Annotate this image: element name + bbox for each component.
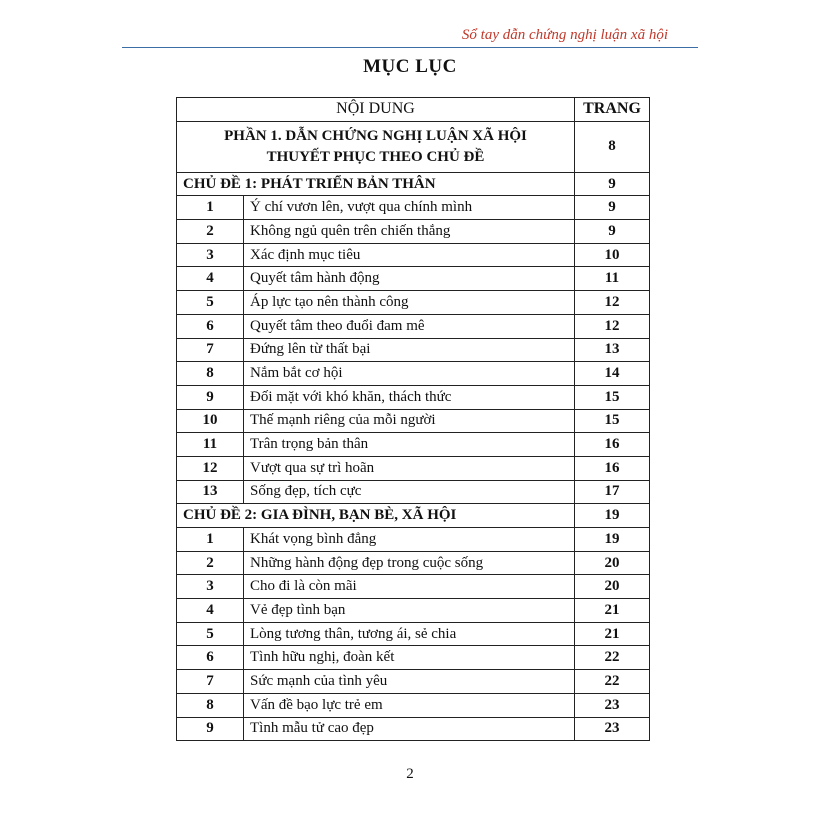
topic-page: 19: [575, 504, 650, 528]
entry-title: Không ngủ quên trên chiến thắng: [244, 220, 575, 244]
entry-number: 2: [177, 220, 244, 244]
entry-page: 12: [575, 291, 650, 315]
entry-number: 6: [177, 314, 244, 338]
table-header-row: [177, 98, 650, 122]
table-row[interactable]: [177, 693, 650, 717]
entry-title: Xác định mục tiêu: [244, 243, 575, 267]
entry-title: Trân trọng bản thân: [244, 433, 575, 457]
entry-number: 7: [177, 670, 244, 694]
entry-page: 16: [575, 456, 650, 480]
table-row[interactable]: [177, 717, 650, 741]
running-header-title: Sổ tay dẫn chứng nghị luận xã hội: [461, 27, 668, 43]
table-row[interactable]: [177, 551, 650, 575]
entry-number: 10: [177, 409, 244, 433]
table-row[interactable]: [177, 243, 650, 267]
entry-title: Sống đẹp, tích cực: [244, 480, 575, 504]
page-title: MỤC LỤC: [363, 56, 457, 77]
table-row[interactable]: [177, 646, 650, 670]
entry-number: 5: [177, 291, 244, 315]
entry-title: Cho đi là còn mãi: [244, 575, 575, 599]
table-row[interactable]: [177, 314, 650, 338]
table-row[interactable]: [177, 362, 650, 386]
table-row[interactable]: [177, 385, 650, 409]
entry-title: Vẻ đẹp tình bạn: [244, 599, 575, 623]
entry-number: 13: [177, 480, 244, 504]
table-row[interactable]: [177, 456, 650, 480]
entry-page: 17: [575, 480, 650, 504]
entry-page: 19: [575, 528, 650, 552]
entry-title: Sức mạnh của tình yêu: [244, 670, 575, 694]
column-header-content: NỘI DUNG: [177, 98, 575, 122]
entry-page: 20: [575, 551, 650, 575]
entry-page: 9: [575, 220, 650, 244]
topic-page: 9: [575, 172, 650, 196]
entry-number: 8: [177, 362, 244, 386]
entry-title: Áp lực tạo nên thành công: [244, 291, 575, 315]
table-row[interactable]: [177, 480, 650, 504]
entry-title: Đối mặt với khó khăn, thách thức: [244, 385, 575, 409]
entry-title: Nắm bắt cơ hội: [244, 362, 575, 386]
entry-number: 8: [177, 693, 244, 717]
entry-title: Thế mạnh riêng của mỗi người: [244, 409, 575, 433]
part-row[interactable]: [177, 121, 650, 172]
entry-number: 9: [177, 385, 244, 409]
entry-page: 23: [575, 693, 650, 717]
entry-page: 16: [575, 433, 650, 457]
entry-title: Đứng lên từ thất bại: [244, 338, 575, 362]
entry-number: 3: [177, 575, 244, 599]
entry-title: Quyết tâm theo đuổi đam mê: [244, 314, 575, 338]
entry-page: 21: [575, 622, 650, 646]
topic-title: CHỦ ĐỀ 1: PHÁT TRIỂN BẢN THÂN: [177, 172, 575, 196]
part-page: 8: [575, 121, 650, 172]
table-row[interactable]: [177, 220, 650, 244]
topic-row[interactable]: [177, 504, 650, 528]
entry-title: Quyết tâm hành động: [244, 267, 575, 291]
entry-number: 3: [177, 243, 244, 267]
topic-row[interactable]: [177, 172, 650, 196]
entry-page: 22: [575, 670, 650, 694]
entry-title: Vượt qua sự trì hoãn: [244, 456, 575, 480]
table-row[interactable]: [177, 599, 650, 623]
entry-page: 13: [575, 338, 650, 362]
entry-number: 4: [177, 267, 244, 291]
entry-title: Ý chí vươn lên, vượt qua chính mình: [244, 196, 575, 220]
entry-number: 11: [177, 433, 244, 457]
entry-title: Vấn đề bạo lực trẻ em: [244, 693, 575, 717]
entry-title: Tình mẫu tử cao đẹp: [244, 717, 575, 741]
table-row[interactable]: [177, 528, 650, 552]
entry-number: 12: [177, 456, 244, 480]
entry-number: 6: [177, 646, 244, 670]
entry-title: Những hành động đẹp trong cuộc sống: [244, 551, 575, 575]
entry-number: 7: [177, 338, 244, 362]
entry-page: 14: [575, 362, 650, 386]
entry-page: 20: [575, 575, 650, 599]
entry-number: 4: [177, 599, 244, 623]
part-title-line-2: THUYẾT PHỤC THEO CHỦ ĐỀ: [266, 148, 485, 165]
table-row[interactable]: [177, 338, 650, 362]
table-row[interactable]: [177, 670, 650, 694]
entry-number: 2: [177, 551, 244, 575]
entry-number: 5: [177, 622, 244, 646]
entry-page: 23: [575, 717, 650, 741]
table-row[interactable]: [177, 409, 650, 433]
entry-title: Lòng tương thân, tương ái, sẻ chia: [244, 622, 575, 646]
entry-page: 15: [575, 409, 650, 433]
entry-number: 9: [177, 717, 244, 741]
column-header-page: TRANG: [575, 98, 650, 122]
table-row[interactable]: [177, 291, 650, 315]
entry-page: 15: [575, 385, 650, 409]
table-of-contents: [176, 97, 650, 741]
entry-page: 11: [575, 267, 650, 291]
table-row[interactable]: [177, 433, 650, 457]
entry-page: 12: [575, 314, 650, 338]
entry-page: 9: [575, 196, 650, 220]
table-row[interactable]: [177, 622, 650, 646]
part-title-line-1: PHẦN 1. DẪN CHỨNG NGHỊ LUẬN XÃ HỘI: [224, 128, 527, 145]
entry-number: 1: [177, 528, 244, 552]
table-row[interactable]: [177, 575, 650, 599]
table-row[interactable]: [177, 196, 650, 220]
entry-title: Khát vọng bình đẳng: [244, 528, 575, 552]
page-number: 2: [406, 766, 414, 782]
entry-page: 10: [575, 243, 650, 267]
header-divider: [122, 47, 698, 48]
entry-page: 22: [575, 646, 650, 670]
entry-page: 21: [575, 599, 650, 623]
table-row[interactable]: [177, 267, 650, 291]
topic-title: CHỦ ĐỀ 2: GIA ĐÌNH, BẠN BÈ, XÃ HỘI: [177, 504, 575, 528]
part-title: [177, 121, 575, 172]
entry-number: 1: [177, 196, 244, 220]
entry-title: Tình hữu nghị, đoàn kết: [244, 646, 575, 670]
